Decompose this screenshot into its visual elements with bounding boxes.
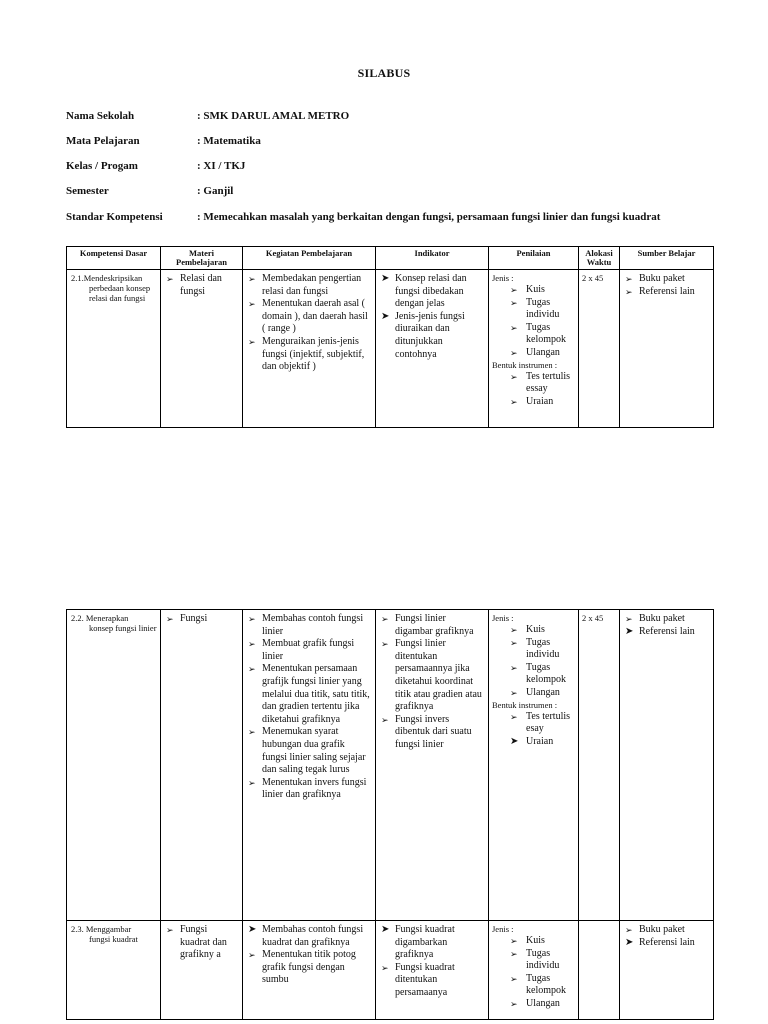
bentuk-item: ➤ Uraian [492,736,575,749]
kegiatan-item: ➢ Menentukan titik potog grafik fungsi dengan sumbu [246,949,372,987]
bentuk-item: ➢ Uraian [492,396,575,409]
penilaian-cell [489,270,579,428]
silabus-table-page-2 [66,609,714,1020]
page-title: SILABUS [357,66,411,80]
indikator-item: ➢ Fungsi linier digambar grafiknya [379,613,485,638]
kompetensi-dasar-cell [67,270,161,428]
penilaian-cell [489,610,579,921]
sumber-cell [620,270,714,428]
materi-cell [161,921,243,1020]
header-kegiatan: Kegiatan Pembelajaran [243,247,376,270]
kd-number: 2.2. Menerapkan [71,613,129,623]
kegiatan-cell [243,610,376,921]
indikator-item: ➤ Konsep relasi dan fungsi dibedakan dengan jelas [379,273,485,311]
sumber-item: ➢ Buku paket [623,924,710,937]
info-value: : XI / TKJ [197,160,246,172]
jenis-item: ➢ Kuis [492,624,575,637]
jenis-item: ➢ Tugas kelompok [492,322,575,347]
info-value: : Ganjil [197,185,234,197]
header-indikator: Indikator [376,247,489,270]
kegiatan-item: ➢ Menguraikan jenis-jenis fungsi (injektif, subjektif, dan objektif ) [246,336,372,374]
jenis-item: ➢ Kuis [492,935,575,948]
indikator-item: ➢ Fungsi invers dibentuk dari suatu fungsi linier [379,714,485,752]
indikator-item: ➢ Fungsi linier ditentukan persamaannya jika diketahui koordinat titik atau gradien atau grafiknya [379,638,485,714]
kegiatan-item: ➤ Membahas contoh fungsi kuadrat dan grafiknya [246,924,372,949]
jenis-label: Jenis : [492,924,514,934]
sumber-item: ➢ Buku paket [623,273,710,286]
bentuk-item: ➢ Tes tertulis essay [492,371,575,396]
jenis-item: ➢ Ulangan [492,998,575,1011]
info-label: Kelas / Progam [66,160,138,172]
alokasi-cell [579,921,620,1020]
kd-text: fungsi kuadrat [89,934,138,944]
materi-cell [161,270,243,428]
header-sumber: Sumber Belajar [620,247,714,270]
materi-item: ➢ Fungsi kuadrat dan grafikny a [164,924,239,962]
materi-item: ➢ Fungsi [164,613,239,626]
table-row [67,270,714,428]
sumber-item: ➤ Referensi lain [623,626,710,639]
info-label: Nama Sekolah [66,110,135,122]
indikator-item: ➢ Fungsi kuadrat ditentukan persamaanya [379,962,485,1000]
table-header-row [67,247,714,270]
bentuk-item: ➢ Tes tertulis esay [492,711,575,736]
kd-number: 2.1.Mendeskripsikan [71,273,143,283]
kd-text: konsep fungsi linier [89,623,157,633]
info-value: : Memecahkan masalah yang berkaitan dengan fungsi, persamaan fungsi linier dan fungsi kuadrat [197,211,661,223]
table-row [67,921,714,1020]
info-label: Mata Pelajaran [66,135,140,147]
jenis-item: ➢ Tugas kelompok [492,973,575,998]
kompetensi-dasar-cell [67,921,161,1020]
kegiatan-item: ➢ Menentukan invers fungsi linier dan grafiknya [246,777,372,802]
materi-item: ➢ Relasi dan fungsi [164,273,239,298]
kegiatan-item: ➢ Membahas contoh fungsi linier [246,613,372,638]
jenis-label: Jenis : [492,273,514,283]
sumber-item: ➢ Referensi lain [623,286,710,299]
header-kompetensi-dasar: Kompetensi Dasar [67,247,161,270]
info-value: : Matematika [197,135,261,147]
alokasi-cell: 2 x 45 [579,610,620,921]
kegiatan-item: ➢ Membedakan pengertian relasi dan fungsi [246,273,372,298]
kegiatan-item: ➢ Menentukan daerah asal ( domain ), dan daerah hasil ( range ) [246,298,372,336]
indikator-cell [376,270,489,428]
jenis-item: ➢ Ulangan [492,687,575,700]
kd-text: perbedaan konsep relasi dan fungsi [89,283,151,303]
kd-number: 2.3. Menggambar [71,924,132,934]
jenis-item: ➢ Tugas kelompok [492,662,575,687]
jenis-label: Jenis : [492,613,514,623]
materi-cell [161,610,243,921]
kegiatan-cell [243,921,376,1020]
kegiatan-item: ➢ Menentukan persamaan grafijk fungsi linier yang melalui dua titik, satu titik, dan gradien tertentu jika diketahui grafiknya [246,663,372,726]
jenis-item: ➢ Ulangan [492,347,575,360]
info-value: : SMK DARUL AMAL METRO [197,110,350,122]
jenis-item: ➢ Tugas individu [492,637,575,662]
jenis-item: ➢ Tugas individu [492,297,575,322]
sumber-item: ➢ Buku paket [623,613,710,626]
indikator-item: ➤ Jenis-jenis fungsi diuraikan dan ditunjukkan contohnya [379,311,485,361]
kegiatan-item: ➢ Membuat grafik fungsi linier [246,638,372,663]
table-row [67,610,714,921]
header-materi: Materi Pembelajaran [161,247,243,270]
info-label: Standar Kompetensi [66,211,163,223]
kompetensi-dasar-cell [67,610,161,921]
silabus-table-page-1 [66,246,714,428]
bentuk-label: Bentuk instrumen : [492,699,558,710]
header-alokasi: Alokasi Waktu [579,247,620,270]
jenis-item: ➢ Kuis [492,284,575,297]
penilaian-cell [489,921,579,1020]
indikator-cell [376,610,489,921]
sumber-cell [620,921,714,1020]
alokasi-cell: 2 x 45 [579,270,620,428]
bentuk-label: Bentuk instrumen : [492,359,558,370]
info-label: Semester [66,185,109,197]
indikator-cell [376,921,489,1020]
sumber-item: ➤ Referensi lain [623,937,710,950]
header-penilaian: Penilaian [489,247,579,270]
kegiatan-item: ➢ Menemukan syarat hubungan dua grafik fungsi linier saling sejajar dan saling tegak lurus [246,726,372,776]
sumber-cell [620,610,714,921]
jenis-item: ➢ Tugas individu [492,948,575,973]
indikator-item: ➤ Fungsi kuadrat digambarkan grafiknya [379,924,485,962]
kegiatan-cell [243,270,376,428]
